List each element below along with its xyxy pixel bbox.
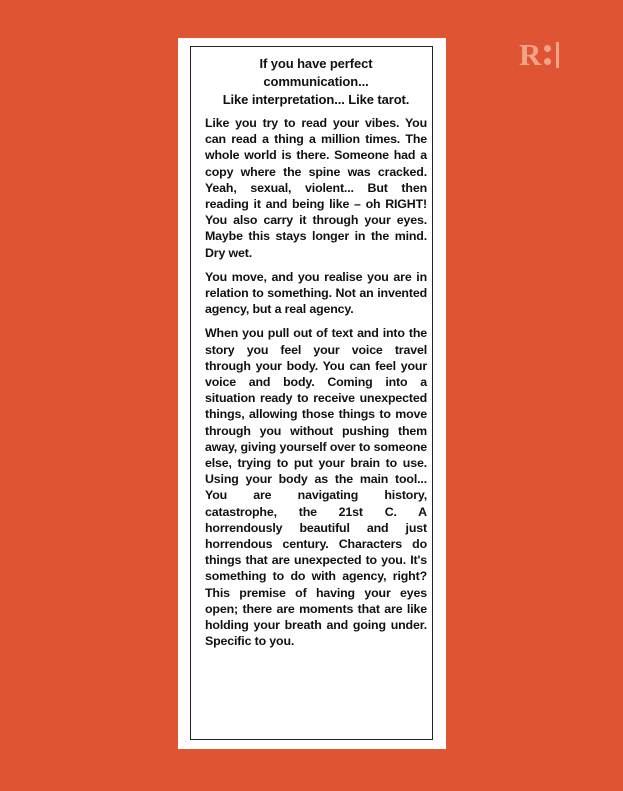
paragraph-1: Like you try to read your vibes. You can read a thing a million times. The whole world is there. Someone had a copy where the spine was cracked. Yeah, sexual, violent... But then reading it and being like – oh RIGHT! You also carry it through your eyes. Maybe this stays longer in the mind. Dry wet. [205,116,427,260]
publisher-logo [519,38,581,72]
text-column [190,46,433,740]
document-page [178,38,446,749]
logo-letter: R [519,37,542,72]
article-heading: If you have perfect communication... Like interpretation... Like tarot. [222,56,410,107]
logo-bar-icon [556,42,559,68]
paragraph-2: You move, and you realise you are in relation to something. Not an invented agency, but a real agency. [205,269,427,317]
paragraph-3: When you pull out of text and into the story you feel your voice travel through your body. You can feel your voice and body. Coming into a situation ready to receive unexpected things, allowing those things to move through you without pushing them away, giving yourself over to someone else, trying to put your brain to use. Using your body as the main tool... You are navigating history, catastrophe, the 21st C. A horrendously beautiful and just horrendous century. Characters do things that are unexpected to you. It's something to do with agency, right? This premise of having your eyes open; there are moments that are like holding your breath and going under. Specific to you. [205,326,427,649]
logo-dots-icon [544,42,551,68]
